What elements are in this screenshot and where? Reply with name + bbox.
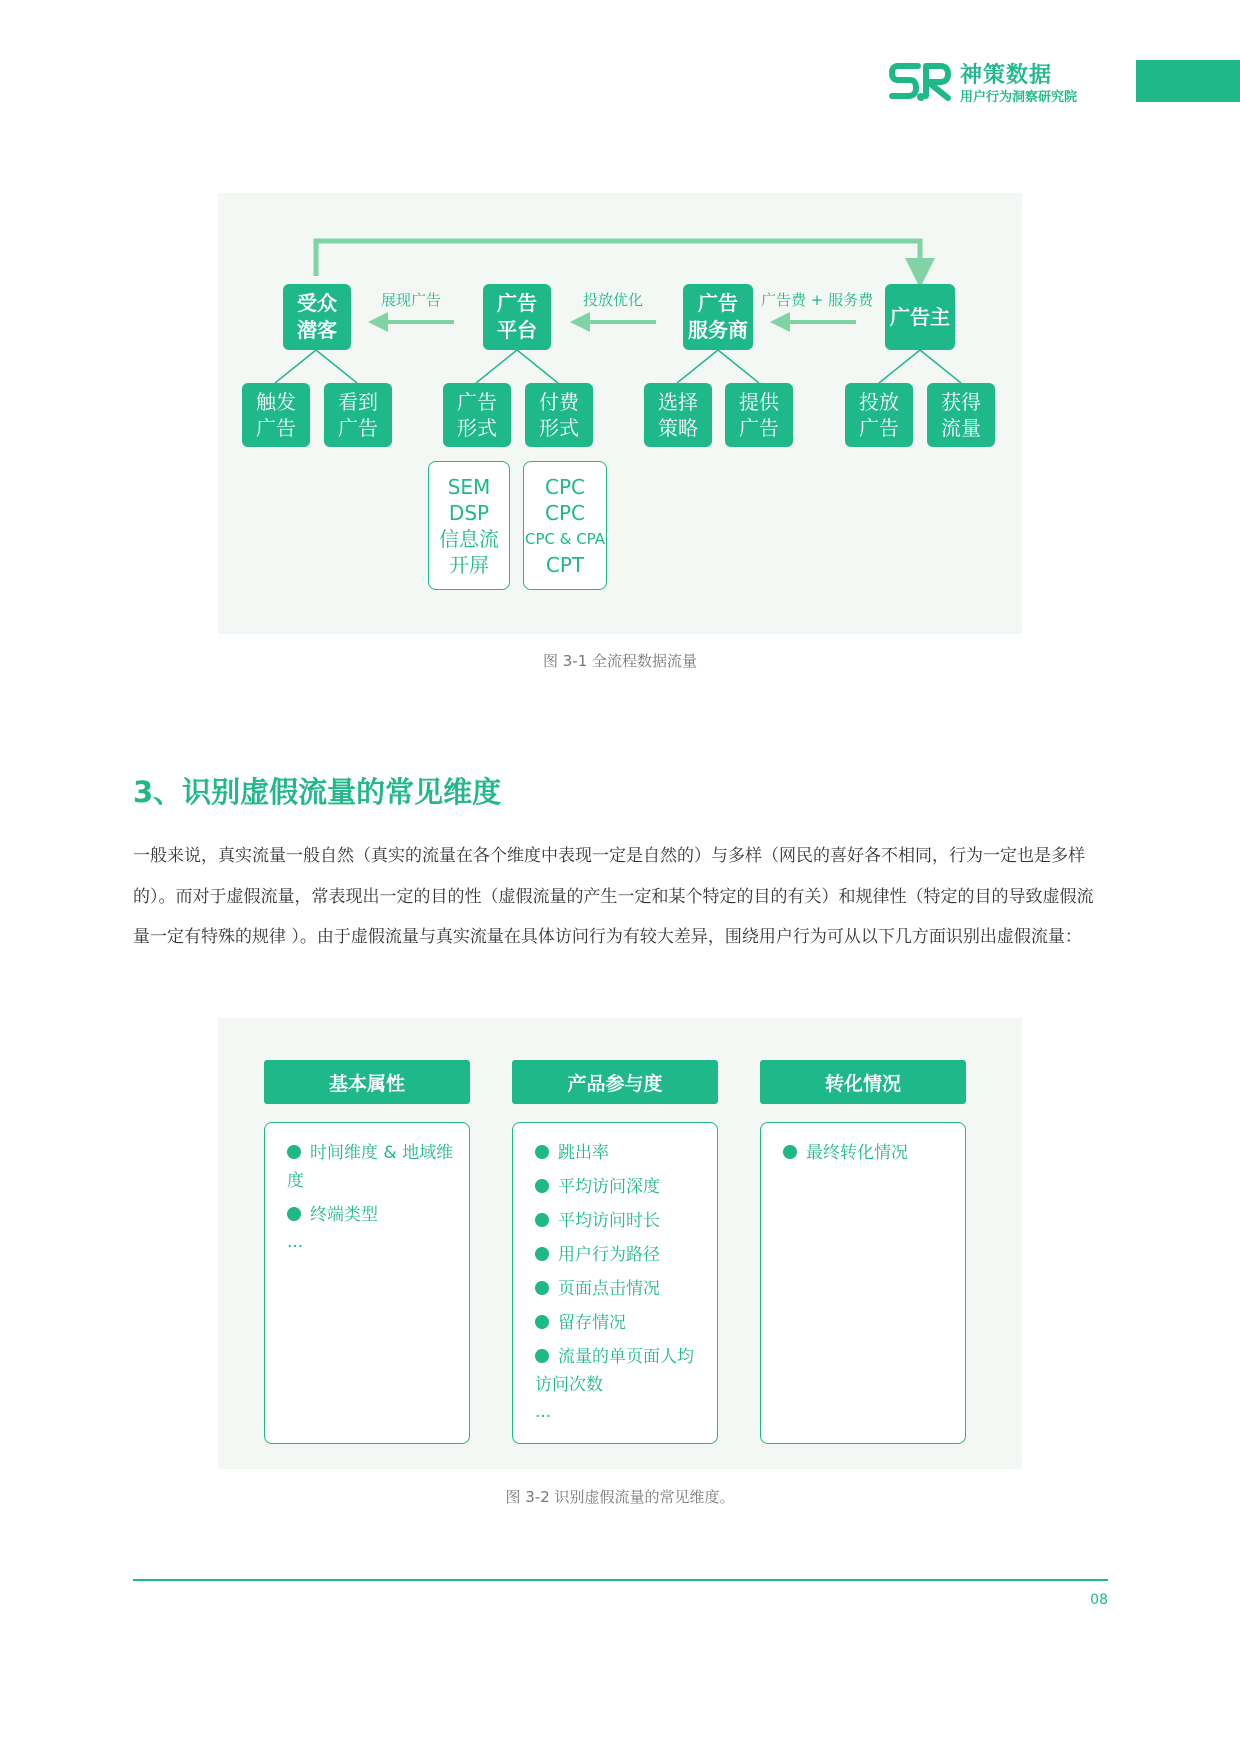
ad-form-item: DSP (448, 500, 490, 525)
section-title: 3、识别虚假流量的常见维度 (133, 775, 502, 809)
edge-label-show-ad: 展现广告 (381, 291, 442, 309)
edge-label-fees: 广告费 + 服务费 (761, 291, 874, 309)
pay-form-item: CPC & CPA (524, 529, 606, 548)
list-item: 终端类型 (287, 1201, 455, 1229)
figure2-caption: 图 3-2 识别虚假流量的常见维度。 (505, 1488, 735, 1506)
bullet-icon (535, 1247, 549, 1261)
list-item: 流量的单页面人均访问次数 (535, 1347, 694, 1395)
ad-form-item: SEM (447, 474, 491, 499)
ad-form-item: 开屏 (449, 552, 489, 577)
node-advertiser: 广告主 (885, 284, 955, 350)
leaf-pay-form: 付费 形式 (525, 383, 593, 447)
column-title-conversion: 转化情况 (760, 1060, 966, 1104)
bullet-icon (535, 1179, 549, 1193)
list-item: 跳出率 (535, 1139, 703, 1167)
column-box-basic-attributes (264, 1122, 470, 1444)
figure1-caption: 图 3-1 全流程数据流量 (542, 652, 698, 670)
bullet-icon (535, 1213, 549, 1227)
section-paragraph: 一般来说，真实流量一般自然（真实的流量在各个维度中表现一定是自然的）与多样（网民的喜好各不相同，行为一定也是多样的）。而对于虚假流量，常表现出一定的目的性（虚假流量的产生一定和某个特定的目的有关）和规律性（特定的目的导致虚假流量一定有特殊的规律 ）。由于虚假流量与真实流量在具体访问行为有较大差异，围绕用户行为可从以下几方面识别出虚假流量： (133, 846, 1094, 947)
column-title-engagement: 产品参与度 (512, 1060, 718, 1104)
column-box-conversion (760, 1122, 966, 1444)
edge-label-optimize: 投放优化 (583, 291, 644, 309)
pay-form-item: CPC (545, 474, 585, 499)
list-item: 平均访问深度 (535, 1173, 703, 1201)
node-audience: 受众 潜客 (283, 284, 351, 350)
bullet-icon (535, 1281, 549, 1295)
bullet-icon (535, 1315, 549, 1329)
column-box-engagement (512, 1122, 718, 1444)
node-ad-platform: 广告 平台 (483, 284, 551, 350)
footer-divider (133, 1579, 1108, 1581)
node-ad-service-provider: 广告 服务商 (683, 284, 753, 350)
pay-form-item: CPT (545, 552, 585, 577)
brand-subtitle: 用户行为洞察研究院 (960, 90, 1078, 105)
leaf-place-ad: 投放 广告 (845, 383, 913, 447)
pay-forms-list (523, 461, 607, 590)
list-item: 最终转化情况 (783, 1139, 951, 1167)
bullet-icon (535, 1349, 549, 1363)
more-ellipsis: ··· (535, 1407, 552, 1427)
feedback-arrow (316, 241, 920, 276)
bullet-icon (287, 1207, 301, 1221)
leaf-trigger-ad: 触发 广告 (242, 383, 310, 447)
page-number: 08 (1090, 1592, 1108, 1608)
bullet-icon (287, 1145, 301, 1159)
header-accent-block (1136, 60, 1240, 102)
list-item: 留存情况 (535, 1309, 703, 1337)
flow-diagram-panel (218, 193, 1022, 634)
leaf-choose-strategy: 选择 策略 (644, 383, 712, 447)
bullet-icon (783, 1145, 797, 1159)
list-item: 平均访问时长 (535, 1207, 703, 1235)
sr-logo-icon (888, 58, 954, 106)
leaf-gain-traffic: 获得 流量 (927, 383, 995, 447)
ad-forms-list (428, 461, 510, 590)
dimensions-panel (218, 1018, 1022, 1469)
brand-logo (888, 58, 1103, 106)
ad-form-item: 信息流 (439, 526, 499, 551)
leaf-see-ad: 看到 广告 (324, 383, 392, 447)
list-item: 页面点击情况 (535, 1275, 703, 1303)
leaf-provide-ad: 提供 广告 (725, 383, 793, 447)
brand-title: 神策数据 (960, 63, 1053, 88)
bullet-icon (535, 1145, 549, 1159)
more-ellipsis: ··· (287, 1237, 304, 1257)
pay-form-item: CPC (545, 500, 585, 525)
list-item: 用户行为路径 (535, 1241, 703, 1269)
column-title-basic-attributes: 基本属性 (264, 1060, 470, 1104)
leaf-ad-form: 广告 形式 (443, 383, 511, 447)
list-item: 时间维度 & 地域维度 (287, 1143, 454, 1191)
